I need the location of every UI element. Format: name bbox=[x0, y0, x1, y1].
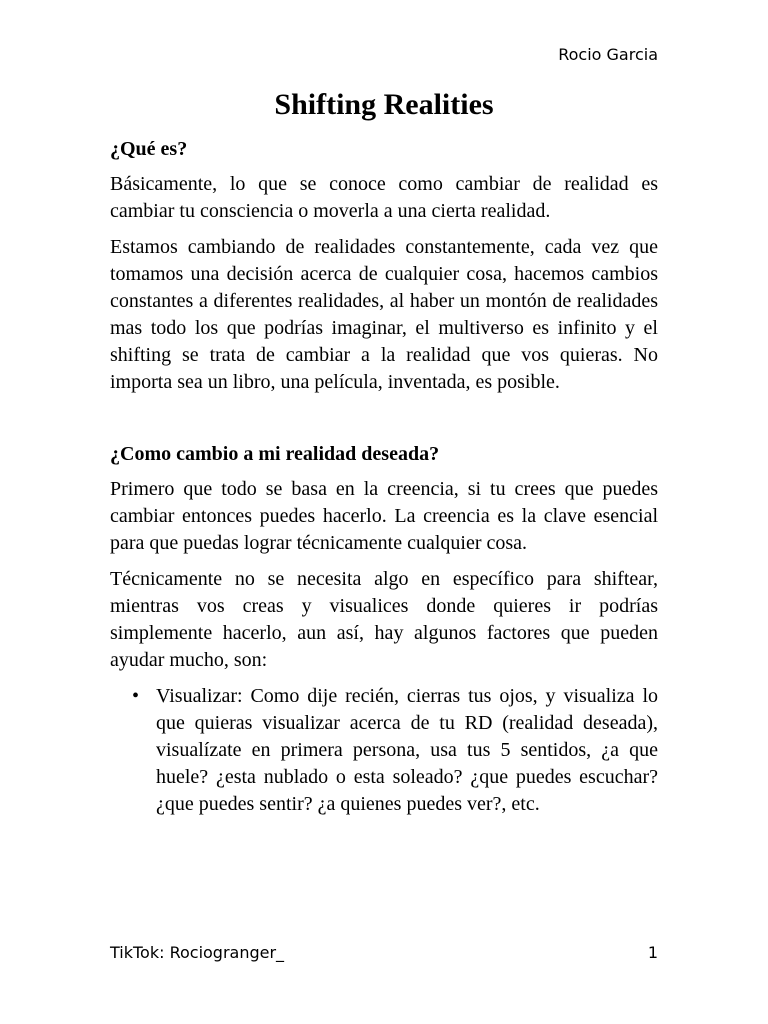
bullet-icon: • bbox=[132, 685, 140, 707]
list-item-text: Visualizar: Como dije recién, cierras tus ojos, y visualiza lo que quieras visualizar acerca de tu RD (realidad deseada), visualízate en primera persona, usa tus 5 sentidos, ¿a que huele? ¿esta nublado o esta soleado? ¿que puedes escuchar? ¿que puedes sentir? ¿a quienes puedes ver?, etc. bbox=[156, 685, 658, 815]
section-heading-como-cambio: ¿Como cambio a mi realidad deseada? bbox=[110, 443, 440, 465]
paragraph: Básicamente, lo que se conoce como cambiar de realidad es cambiar tu consciencia o moverla a una cierta realidad. bbox=[110, 173, 658, 222]
page-title: Shifting Realities bbox=[274, 88, 494, 121]
section-heading-que-es: ¿Qué es? bbox=[110, 138, 188, 160]
paragraph: Estamos cambiando de realidades constantemente, cada vez que tomamos una decisión acerca de cualquier cosa, hacemos cambios constantes a diferentes realidades, al haber un montón de realidades mas todo los que podrías imaginar, el multiverso es infinito y el shifting se trata de cambiar a la realidad que vos quieras. No importa sea un libro, una película, inventada, es posible. bbox=[110, 236, 658, 393]
header-author: Rocio Garcia bbox=[558, 45, 658, 64]
paragraph: Primero que todo se basa en la creencia, si tu crees que puedes cambiar entonces puedes hacerlo. La creencia es la clave esencial para que puedas lograr técnicamente cualquier cosa. bbox=[110, 478, 658, 554]
factors-list bbox=[110, 683, 658, 818]
page-number: 1 bbox=[647, 943, 658, 962]
list-item bbox=[132, 683, 658, 818]
section-spacer bbox=[110, 405, 658, 441]
footer-social-handle: TikTok: Rociogranger_ bbox=[110, 943, 285, 962]
paragraph: Técnicamente no se necesita algo en específico para shiftear, mientras vos creas y visualices donde quieres ir podrías simplemente hacerlo, aun así, hay algunos factores que pueden ayudar mucho, son: bbox=[110, 568, 658, 671]
document-body bbox=[110, 136, 658, 818]
